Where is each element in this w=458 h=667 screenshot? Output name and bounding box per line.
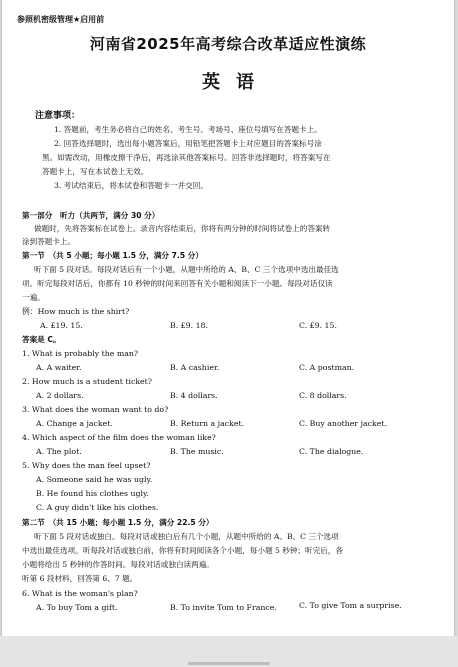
notice-item-3: 3. 考试结束后，将本试卷和答题卡一并交回。 xyxy=(54,181,208,190)
example-option-b: B. £9. 18. xyxy=(170,321,208,330)
question-1: 1. What is probably the man? xyxy=(22,349,139,358)
question-3: 3. What does the woman want to do? xyxy=(22,405,169,414)
section1-intro-line-1: 听下面 5 段对话。每段对话后有一个小题，从题中所给的 A、B、C 三个选项中选出最佳选 xyxy=(34,265,339,274)
q1-option-c: C. A postman. xyxy=(299,363,355,372)
q2-option-a: A. 2 dollars. xyxy=(36,391,84,400)
q6-option-c: C. To give Tom a surprise. xyxy=(299,601,402,610)
section2-intro-line-3: 小题将给出 5 秒钟的作答时间。每段对话或独白读两遍。 xyxy=(22,560,214,569)
q3-option-c: C. Buy another jacket. xyxy=(299,419,388,428)
material-6-instruction: 听第 6 段材料，回答第 6、7 题。 xyxy=(22,574,138,583)
q2-option-b: B. 4 dollars. xyxy=(170,391,218,400)
q5-option-b: B. He found his clothes ugly. xyxy=(36,489,149,498)
q5-option-c: C. A guy didn't like his clothes. xyxy=(36,503,159,512)
q5-option-a: A. Someone said he was ugly. xyxy=(36,475,153,484)
section2-intro-line-1: 听下面 5 段对话或独白。每段对话或独白后有几个小题，从题中所给的 A、B、C 三个选项 xyxy=(34,532,339,541)
notice-item-2-line-3: 答题卡上，写在本试卷上无效。 xyxy=(42,167,149,176)
q4-option-a: A. The plot. xyxy=(36,447,82,456)
section2-heading: 第二节 （共 15 小题；每小题 1.5 分，满分 22.5 分） xyxy=(22,518,214,527)
q6-option-a: A. To buy Tom a gift. xyxy=(36,603,118,612)
q3-option-b: B. Return a jacket. xyxy=(170,419,245,428)
q2-option-c: C. 8 dollars. xyxy=(299,391,347,400)
confidential-note: 参照机密级管理★启用前 xyxy=(17,15,105,24)
q3-option-a: A. Change a jacket. xyxy=(36,419,113,428)
section1-heading: 第一节 （共 5 小题；每小题 1.5 分，满分 7.5 分） xyxy=(22,251,203,260)
question-4: 4. Which aspect of the film does the woman like? xyxy=(22,433,216,442)
exam-page xyxy=(2,0,454,636)
example-option-c: C. £9. 15. xyxy=(299,321,337,330)
notice-item-1: 1. 答题前，考生务必将自己的姓名、考生号、考场号、座位号填写在答题卡上。 xyxy=(54,125,322,134)
question-2: 2. How much is a student ticket? xyxy=(22,377,152,386)
home-indicator-bar[interactable] xyxy=(188,662,270,665)
q1-option-a: A. A waiter. xyxy=(36,363,82,372)
q4-option-c: C. The dialogue. xyxy=(299,447,364,456)
question-6: 6. What is the woman's plan? xyxy=(22,589,138,598)
q4-option-b: B. The music. xyxy=(170,447,224,456)
example-option-a: A. £19. 15. xyxy=(40,321,83,330)
example-question: 例：How much is the shirt? xyxy=(22,307,130,316)
q1-option-b: B. A cashier. xyxy=(170,363,220,372)
q6-option-b: B. To invite Tom to France. xyxy=(170,603,277,612)
part1-intro-line-2: 涂到答题卡上。 xyxy=(22,237,76,246)
notice-heading: 注意事项： xyxy=(35,111,81,121)
subject-title: 英语 xyxy=(202,72,270,93)
part1-intro-line-1: 做题时，先将答案标在试卷上。录音内容结束后，你将有两分钟的时间将试卷上的答案转 xyxy=(34,224,331,233)
notice-item-2-line-1: 2. 回答选择题时，选出每小题答案后，用铅笔把答题卡上对应题目的答案标号涂 xyxy=(54,139,322,148)
example-answer: 答案是 C。 xyxy=(22,335,61,344)
question-5: 5. Why does the man feel upset? xyxy=(22,461,151,470)
section1-intro-line-2: 项。听完每段对话后，你都有 10 秒钟的时间来回答有关小题和阅读下一小题。每段对话仅读 xyxy=(22,279,333,288)
section1-intro-line-3: 一遍。 xyxy=(22,293,45,302)
exam-title: 河南省2025年高考综合改革适应性演练 xyxy=(89,35,367,53)
notice-item-2-line-2: 黑。如需改动，用橡皮擦干净后，再选涂其他答案标号。回答非选择题时，将答案写在 xyxy=(42,153,331,162)
section2-intro-line-2: 中选出最佳选项。听每段对话或独白前，你将有时间阅读各个小题，每小题 5 秒钟；听完后，各 xyxy=(22,546,343,555)
part1-heading: 第一部分 听力（共两节，满分 30 分） xyxy=(22,211,160,220)
